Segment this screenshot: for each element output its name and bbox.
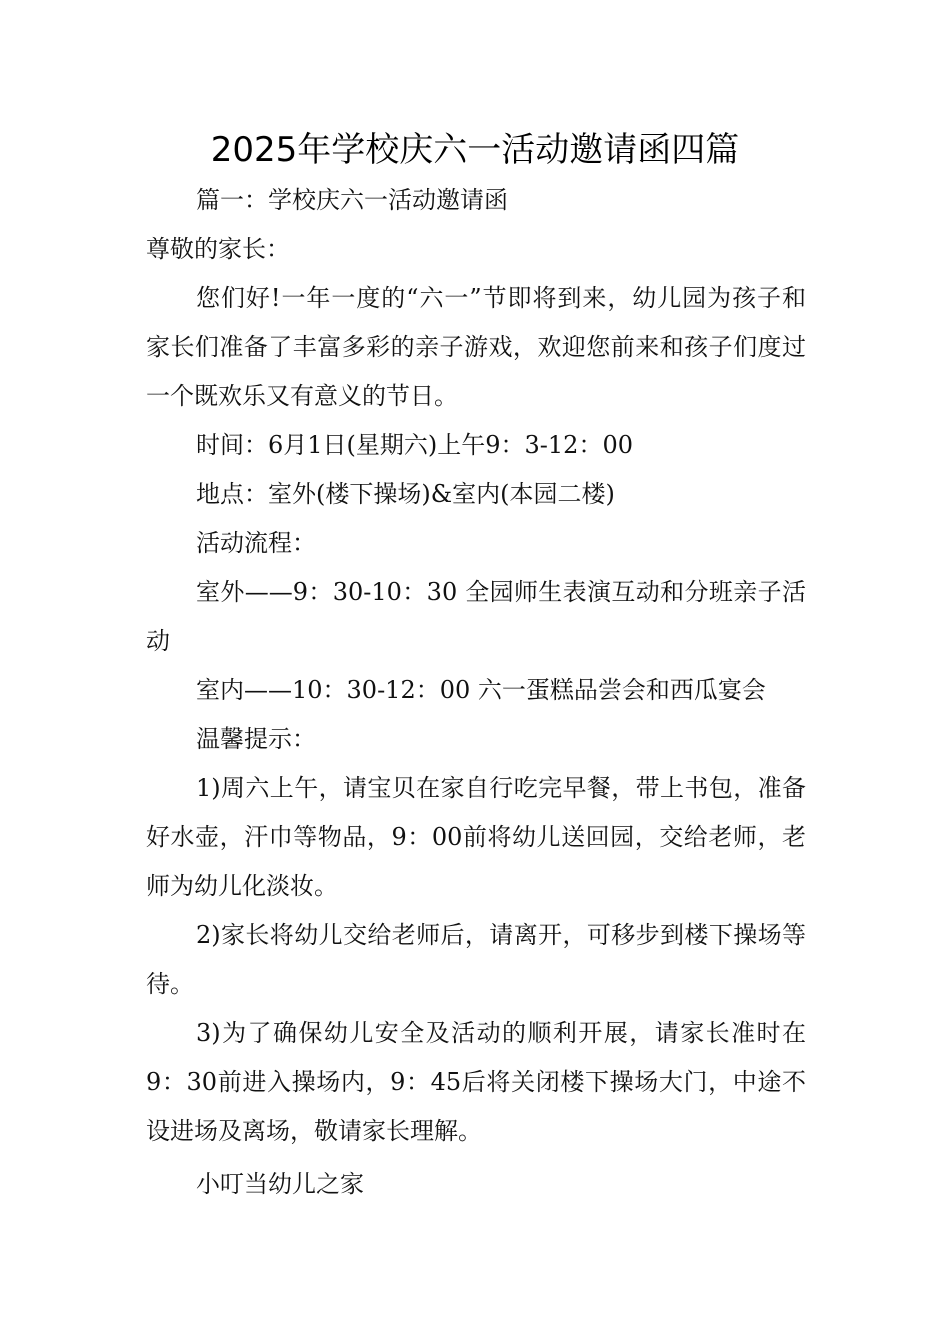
tip-3: 3)为了确保幼儿安全及活动的顺利开展，请家长准时在9：30前进入操场内，9：45后将关闭楼下操场大门，中途不设进场及离场，敬请家长理解。 [146,1019,806,1145]
intro-paragraph: 您们好!一年一度的“六一”节即将到来，幼儿园为孩子和家长们准备了丰富多彩的亲子游戏，欢迎您前来和孩子们度过一个既欢乐又有意义的节日。 [146,284,806,410]
tip-1: 1)周六上午，请宝贝在家自行吃完早餐，带上书包，准备好水壶，汗巾等物品，9：00前将幼儿送回园，交给老师，老师为幼儿化淡妆。 [146,774,806,900]
flow-label: 活动流程： [196,529,316,557]
signature: 小叮当幼儿之家 [196,1170,364,1198]
salutation: 尊敬的家长： [146,235,290,263]
event-time: 时间：6月1日(星期六)上午9：3-12：00 [196,431,633,459]
tips-label: 温馨提示： [196,725,316,753]
tip-2: 2)家长将幼儿交给老师后，请离开，可移步到楼下操场等待。 [146,921,806,998]
event-place: 地点：室外(楼下操场)&室内(本园二楼) [196,480,615,508]
section-heading: 篇一：学校庆六一活动邀请函 [196,186,508,214]
flow-indoor: 室内——10：30-12：00 六一蛋糕品尝会和西瓜宴会 [196,676,766,704]
flow-outdoor: 室外——9：30-10：30 全园师生表演互动和分班亲子活动 [146,578,806,655]
document-title: 2025年学校庆六一活动邀请函四篇 [210,130,740,170]
document-body [146,176,806,1209]
